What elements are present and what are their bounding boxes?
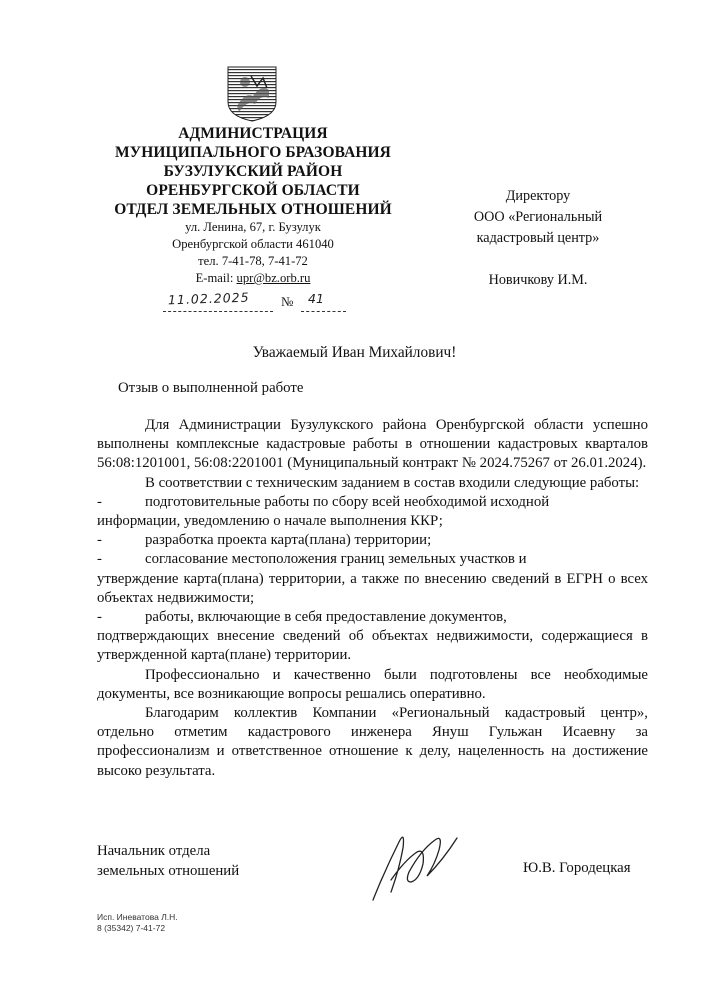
email-link[interactable]: upr@bz.orb.ru (236, 271, 311, 285)
org-line: БУЗУЛУКСКИЙ РАЙОН (163, 163, 343, 180)
date-underline (163, 311, 273, 312)
org-line: ОТДЕЛ ЗЕМЕЛЬНЫХ ОТНОШЕНИЙ (114, 201, 392, 218)
paragraph: Профессионально и качественно были подготовлены все необходимые документы, все возникающие вопросы решались оперативно. (97, 666, 648, 702)
signatory-position (97, 841, 239, 881)
list-marker: - (97, 551, 102, 568)
signatory-name: Ю.В. Городецкая (523, 860, 631, 876)
executor-name: Исп. Иневатова Л.Н. (97, 912, 178, 922)
position-line: земельных отношений (97, 863, 240, 879)
sender-address-street: ул. Ленина, 67, г. Бузулук (185, 220, 321, 234)
registration-line (163, 289, 353, 316)
list-item-text: подготовительные работы по сбору всей необходимой исходной (145, 493, 550, 510)
addressee-company: ООО «Региональный (473, 209, 603, 225)
list-item (97, 550, 648, 569)
list-item-continuation: утверждение карта(плана) территории, а также по внесению сведений в ЕГРН о всех объектах недвижимости; (97, 570, 648, 606)
list-item-text: работы, включающие в себя предоставление документов, (145, 609, 507, 626)
addressee-name: Новичкову И.М. (488, 272, 588, 288)
salutation: Уважаемый Иван Михайлович! (252, 344, 457, 361)
executor-info (97, 912, 178, 934)
number-underline (301, 311, 346, 312)
paragraph: Для Администрации Бузулукского района Оренбургской области успешно выполнены комплексные кадастровые работы в отношении кадастровых кварталов 56:08:1201001, 56:08:2201001 (Муниципальный контракт № 2024.75267 от 26.01.2024). (97, 417, 648, 472)
list-marker: - (97, 493, 102, 510)
list-item-continuation: подтверждающих внесение сведений об объектах недвижимости, содержащиеся в утвержденной карта(плане) территории. (97, 628, 648, 664)
addressee-block (448, 186, 628, 291)
org-line: МУНИЦИПАЛЬНОГО БРАЗОВАНИЯ (115, 144, 391, 161)
sender-email (98, 270, 408, 287)
paragraph: Благодарим коллектив Компании «Региональный кадастровый центр», отдельно отметим кадастрового инженера Януш Гульжан Исаевну за профессионализм и ответственное отношение к делу, нацеленность на достижение высоко результата. (97, 705, 648, 779)
list-item (97, 493, 648, 512)
sender-block (98, 124, 408, 287)
list-item (97, 531, 648, 550)
registration-number: 41 (308, 291, 324, 306)
handwritten-signature (365, 820, 475, 910)
list-item-text: разработка проекта карта(плана) территории; (145, 532, 432, 549)
subject-line: Отзыв о выполненной работе (118, 380, 304, 396)
addressee-title: Директору (505, 188, 571, 204)
registration-date: 11.02.2025 (167, 289, 250, 308)
list-marker: - (97, 609, 102, 626)
sender-phone: тел. 7-41-78, 7-41-72 (198, 254, 308, 268)
addressee-company: кадастровый центр» (476, 230, 600, 246)
list-item (97, 608, 648, 627)
position-line: Начальник отдела (97, 843, 211, 859)
sender-address-region: Оренбургской области 461040 (172, 237, 334, 251)
list-item-continuation: информации, уведомлению о начале выполнения ККР; (97, 513, 443, 530)
list-marker: - (97, 532, 102, 549)
email-label: E-mail: (195, 271, 237, 285)
org-line: АДМИНИСТРАЦИЯ (178, 125, 328, 142)
executor-phone: 8 (35342) 7-41-72 (97, 923, 166, 933)
letter-body (97, 416, 648, 781)
paragraph: В соответствии с техническим заданием в состав входили следующие работы: (145, 474, 640, 491)
list-item-text: согласование местоположения границ земельных участков и (145, 551, 527, 568)
number-label: № (281, 294, 294, 309)
coat-of-arms-emblem (227, 66, 277, 122)
org-line: ОРЕНБУРГСКОЙ ОБЛАСТИ (146, 182, 360, 199)
